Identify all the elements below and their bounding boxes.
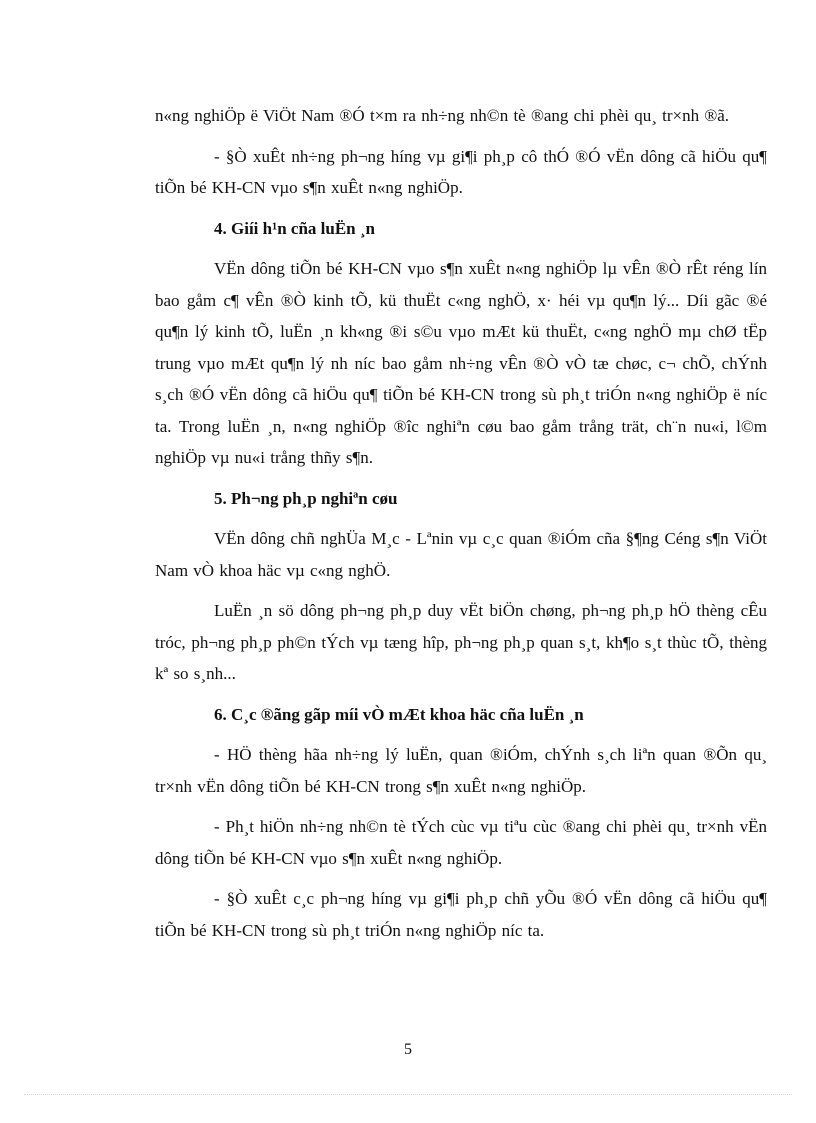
document-page <box>155 100 767 955</box>
footer-divider <box>24 1094 792 1095</box>
paragraph-contribution-1: - HÖ thèng hãa nh÷ng lý luËn, quan ®iÓm, chÝnh s¸ch liªn quan ®Õn qu¸ tr×nh vËn dông tiÕn bé KH-CN trong s¶n xuÊt n«ng nghiÖp. <box>155 745 767 796</box>
heading-section-6: 6. C¸c ®ãng gãp míi vÒ mÆt khoa häc cña luËn ¸n <box>214 704 584 724</box>
paragraph-method-detail: LuËn ¸n sö dông ph¬ng ph¸p duy vËt biÖn chøng, ph¬ng ph¸p hÖ thèng cÊu tróc, ph¬ng ph¸p ph©n tÝch vµ tæng hîp, ph¬ng ph¸p quan s¸t, kh¶o s¸t thùc tÕ, thèng kª so s¸nh... <box>155 601 767 683</box>
page-number: 5 <box>404 1041 412 1058</box>
paragraph-proposal: - §Ò xuÊt nh÷ng ph¬ng híng vµ gi¶i ph¸p cô thÓ ®Ó vËn dông cã hiÖu qu¶ tiÕn bé KH-CN vµo s¶n xuÊt n«ng nghiÖp. <box>155 146 767 197</box>
paragraph-contribution-3: - §Ò xuÊt c¸c ph¬ng híng vµ gi¶i ph¸p chñ yÕu ®Ó vËn dông cã hiÖu qu¶ tiÕn bé KH-CN trong sù ph¸t triÓn n«ng nghiÖp níc ta. <box>155 889 767 940</box>
heading-section-4: 4. Giíi h¹n cña luËn ¸n <box>214 218 375 238</box>
paragraph-method-basis: VËn dông chñ nghÜa M¸c - Lªnin vµ c¸c quan ®iÓm cña §¶ng Céng s¶n ViÖt Nam vÒ khoa häc vµ c«ng nghÖ. <box>155 529 767 580</box>
paragraph-continuation: n«ng nghiÖp ë ViÖt Nam ®Ó t×m ra nh÷ng nh©n tè ®ang chi phèi qu¸ tr×nh ®ã. <box>155 106 730 125</box>
heading-section-5: 5. Ph¬ng ph¸p nghiªn cøu <box>214 488 398 508</box>
paragraph-scope: VËn dông tiÕn bé KH-CN vµo s¶n xuÊt n«ng nghiÖp lµ vÊn ®Ò rÊt réng lín bao gåm c¶ vÊn ®Ò kinh tÕ, kü thuËt c«ng nghÖ, x· héi vµ qu¶n lý... Díi gãc ®é qu¶n lý kinh tÕ, luËn ¸n kh«ng ®i s©u vµo mÆt kü thuËt, c«ng nghÖ mµ chØ tËp trung vµo mÆt qu¶n lý nh níc bao gåm nh÷ng vÊn ®Ò vÒ tæ chøc, c¬ chÕ, chÝnh s¸ch ®Ó vËn dông cã hiÖu qu¶ tiÕn bé KH-CN trong sù ph¸t triÓn n«ng nghiÖp ë níc ta. Trong luËn ¸n, n«ng nghiÖp ®îc nghiªn cøu bao gåm trång trät, ch¨n nu«i, l©m nghiÖp vµ nu«i trång thñy s¶n. <box>155 259 767 467</box>
paragraph-contribution-2: - Ph¸t hiÖn nh÷ng nh©n tè tÝch cùc vµ tiªu cùc ®ang chi phèi qu¸ tr×nh vËn dông tiÕn bé KH-CN vµo s¶n xuÊt n«ng nghiÖp. <box>155 817 767 868</box>
